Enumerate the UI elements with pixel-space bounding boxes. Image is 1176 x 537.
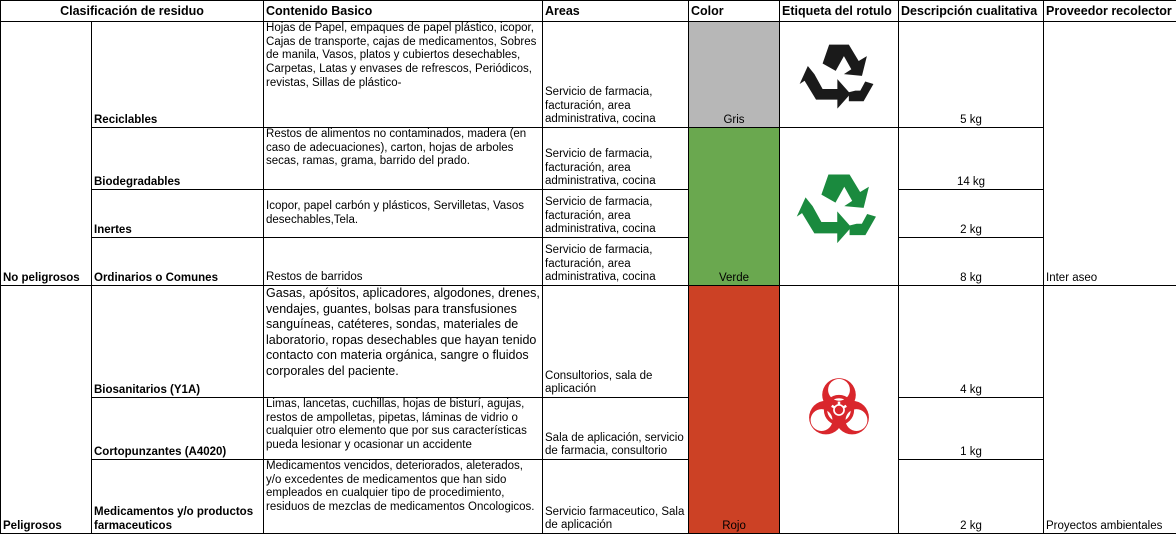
row-areas: Servicio de farmacia, facturación, area administrativa, cocina xyxy=(543,190,689,238)
row-peso: 2 kg xyxy=(899,190,1044,238)
row-proveedor: Proyectos ambientales xyxy=(1044,286,1176,534)
header-proveedor: Proveedor recolector xyxy=(1044,1,1176,22)
row-name: Reciclables xyxy=(92,22,264,128)
table-row xyxy=(1,22,1176,128)
row-areas: Servicio de farmacia, facturación, area administrativa, cocina xyxy=(543,238,689,286)
row-etiqueta-reciclables xyxy=(780,22,899,128)
row-peso: 4 kg xyxy=(899,286,1044,398)
color-swatch-verde: Verde xyxy=(689,128,780,286)
row-name: Biodegradables xyxy=(92,128,264,190)
row-name: Ordinarios o Comunes xyxy=(92,238,264,286)
row-peso: 1 kg xyxy=(899,398,1044,460)
row-etiqueta-biodegradables xyxy=(780,128,899,286)
biohazard-icon xyxy=(797,368,881,452)
row-name: Biosanitarios (Y1A) xyxy=(92,286,264,398)
row-contenido: Hojas de Papel, empaques de papel plástico, icopor, Cajas de transporte, cajas de medicamentos, Sobres de manila, Vasos, platos y cubiertos desechables, Carpetas, Latas y envases de refrescos, Periódicos, revistas, Sillas de plástico- xyxy=(264,22,543,128)
table-row xyxy=(1,286,1176,398)
recycle-icon xyxy=(798,38,880,112)
header-etiqueta: Etiqueta del rotulo xyxy=(780,1,899,22)
header-descripcion: Descripción cualitativa xyxy=(899,1,1044,22)
row-peso: 2 kg xyxy=(899,460,1044,534)
row-peso: 14 kg xyxy=(899,128,1044,190)
header-contenido: Contenido Basico xyxy=(264,1,543,22)
row-peso: 8 kg xyxy=(899,238,1044,286)
row-contenido: Restos de alimentos no contaminados, madera (en caso de adecuaciones), carton, hojas de arboles secas, ramas, grama, barrido del prado. xyxy=(264,128,543,190)
table-row xyxy=(1,398,1176,460)
header-clasificacion: Clasificación de residuo xyxy=(1,1,264,22)
table-row xyxy=(1,190,1176,238)
row-name: Cortopunzantes (A4020) xyxy=(92,398,264,460)
color-swatch-rojo: Rojo xyxy=(689,286,780,534)
color-swatch-gris: Gris xyxy=(689,22,780,128)
group-peligrosos: Peligrosos xyxy=(1,286,92,534)
row-areas: Servicio de farmacia, facturación, area administrativa, cocina xyxy=(543,22,689,128)
row-name: Inertes xyxy=(92,190,264,238)
row-contenido: Icopor, papel carbón y plásticos, Servilletas, Vasos desechables,Tela. xyxy=(264,190,543,238)
header-color: Color xyxy=(689,1,780,22)
row-etiqueta-peligrosos xyxy=(780,286,899,534)
row-contenido: Gasas, apósitos, aplicadores, algodones, drenes, vendajes, guantes, bolsas para transfusiones sanguíneas, catéteres, sondas, materiales de laboratorio, ropas desechables que hayan tenido contacto con materia orgánica, sangre o fluidos corporales del paciente. xyxy=(264,286,543,398)
table-row xyxy=(1,238,1176,286)
row-proveedor: Inter aseo xyxy=(1044,22,1176,286)
row-peso: 5 kg xyxy=(899,22,1044,128)
header-row xyxy=(1,1,1176,22)
row-areas: Servicio de farmacia, facturación, area administrativa, cocina xyxy=(543,128,689,190)
row-contenido: Limas, lancetas, cuchillas, hojas de bisturí, agujas, restos de ampolletas, pipetas, láminas de vidrio o cualquier otro elemento que por sus características pueda lesionar y ocasionar un accidente xyxy=(264,398,543,460)
row-name: Medicamentos y/o productos farmaceuticos xyxy=(92,460,264,534)
recycle-icon xyxy=(795,167,883,247)
row-areas: Servicio farmaceutico, Sala de aplicación xyxy=(543,460,689,534)
row-areas: Sala de aplicación, servicio de farmacia, consultorio xyxy=(543,398,689,460)
group-no-peligrosos: No peligrosos xyxy=(1,22,92,286)
row-contenido: Medicamentos vencidos, deteriorados, aleterados, y/o excedentes de medicamentos que han sido empleados en cualquier tipo de procedimiento, residuos de mezclas de medicamentos Oncologicos. xyxy=(264,460,543,534)
table-row xyxy=(1,460,1176,534)
table-row xyxy=(1,128,1176,190)
row-areas: Consultorios, sala de aplicación xyxy=(543,286,689,398)
header-areas: Areas xyxy=(543,1,689,22)
row-contenido: Restos de barridos xyxy=(264,238,543,286)
